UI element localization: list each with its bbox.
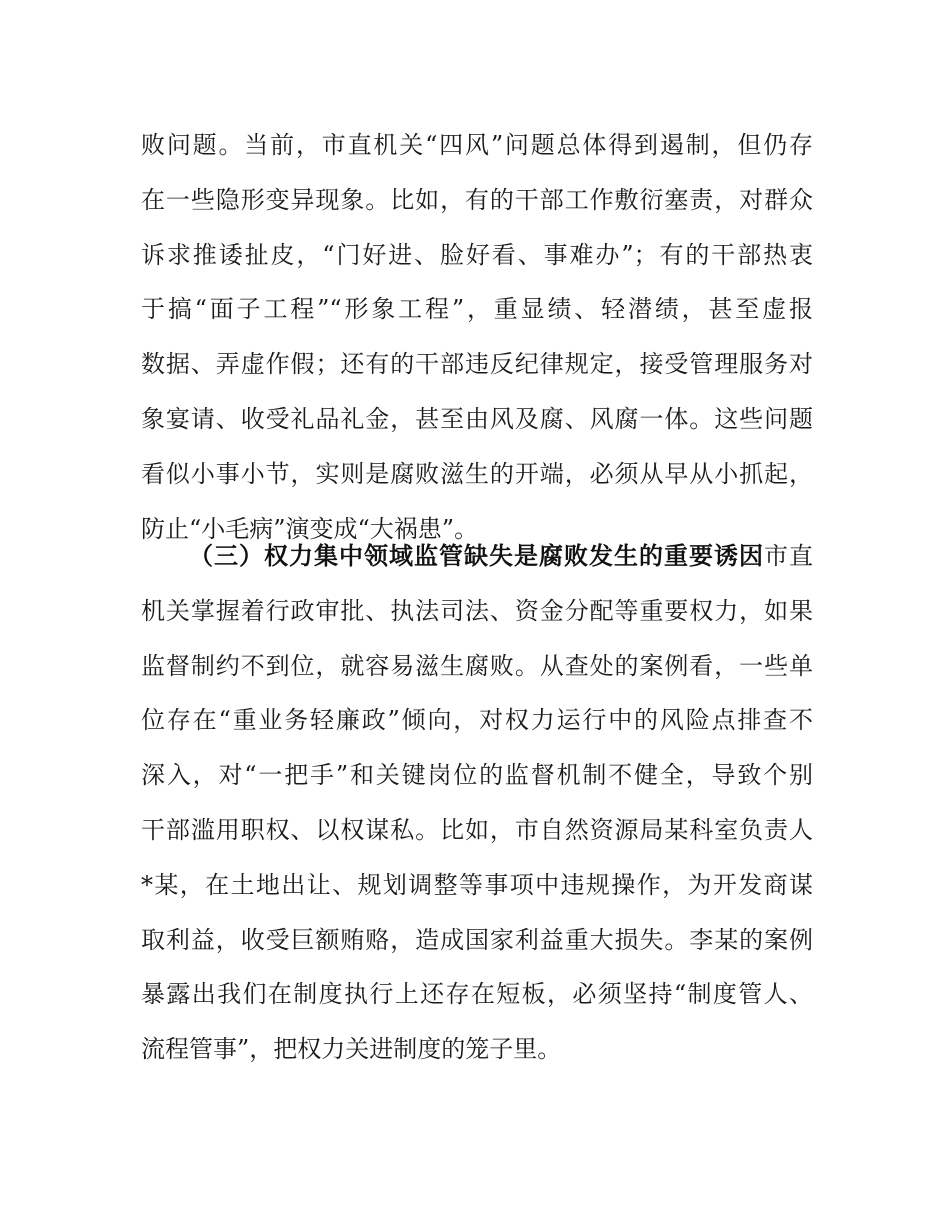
- paragraph-line: 象宴请、收受礼品礼金，甚至由风及腐、风腐一体。这些问题: [141, 404, 813, 433]
- paragraph-line: 诉求推诿扯皮，“门好进、脸好看、事难办”；有的干部热衷: [141, 240, 813, 269]
- paragraph-line: 防止“小毛病”演变成“大祸患”。: [141, 514, 479, 543]
- section-heading: （三）权力集中领域监管缺失是腐败发生的重要诱因: [189, 542, 764, 570]
- paragraph-line: 取利益，收受巨额贿赂，造成国家利益重大损失。李某的案例: [141, 925, 813, 954]
- paragraph-line: 败问题。当前，市直机关“四风”问题总体得到遏制，但仍存: [141, 131, 813, 159]
- paragraph-line: 机关掌握着行政审批、执法司法、资金分配等重要权力，如果: [141, 596, 813, 625]
- paragraph-four-winds: [141, 118, 813, 556]
- paragraph-line: *某，在土地出让、规划调整等事项中违规操作，为开发商谋: [141, 870, 813, 899]
- paragraph-line: 流程管事”，把权力关进制度的笼子里。: [141, 1035, 562, 1064]
- heading-line-tail: 市直: [764, 542, 813, 570]
- paragraph-line: 位存在“重业务轻廉政”倾向，对权力运行中的风险点排查不: [141, 706, 813, 735]
- section-heading-line: [141, 529, 813, 584]
- paragraph-line: 深入，对“一把手”和关键岗位的监督机制不健全，导致个别: [141, 761, 813, 790]
- paragraph-line: 暴露出我们在制度执行上还存在短板，必须坚持“制度管人、: [141, 980, 813, 1009]
- paragraph-line: 在一些隐形变异现象。比如，有的干部工作敷衍塞责，对群众: [141, 185, 813, 214]
- paragraph-line: 干部滥用职权、以权谋私。比如，市自然资源局某科室负责人: [141, 815, 813, 844]
- paragraph-line: 监督制约不到位，就容易滋生腐败。从查处的案例看，一些单: [141, 651, 813, 680]
- paragraph-power-supervision: [141, 529, 813, 1077]
- paragraph-line: 于搞“面子工程”“形象工程”，重显绩、轻潜绩，甚至虚报: [141, 295, 813, 324]
- paragraph-line: 数据、弄虚作假；还有的干部违反纪律规定，接受管理服务对: [141, 350, 813, 379]
- paragraph-line: 看似小事小节，实则是腐败滋生的开端，必须从早从小抓起，: [141, 459, 813, 488]
